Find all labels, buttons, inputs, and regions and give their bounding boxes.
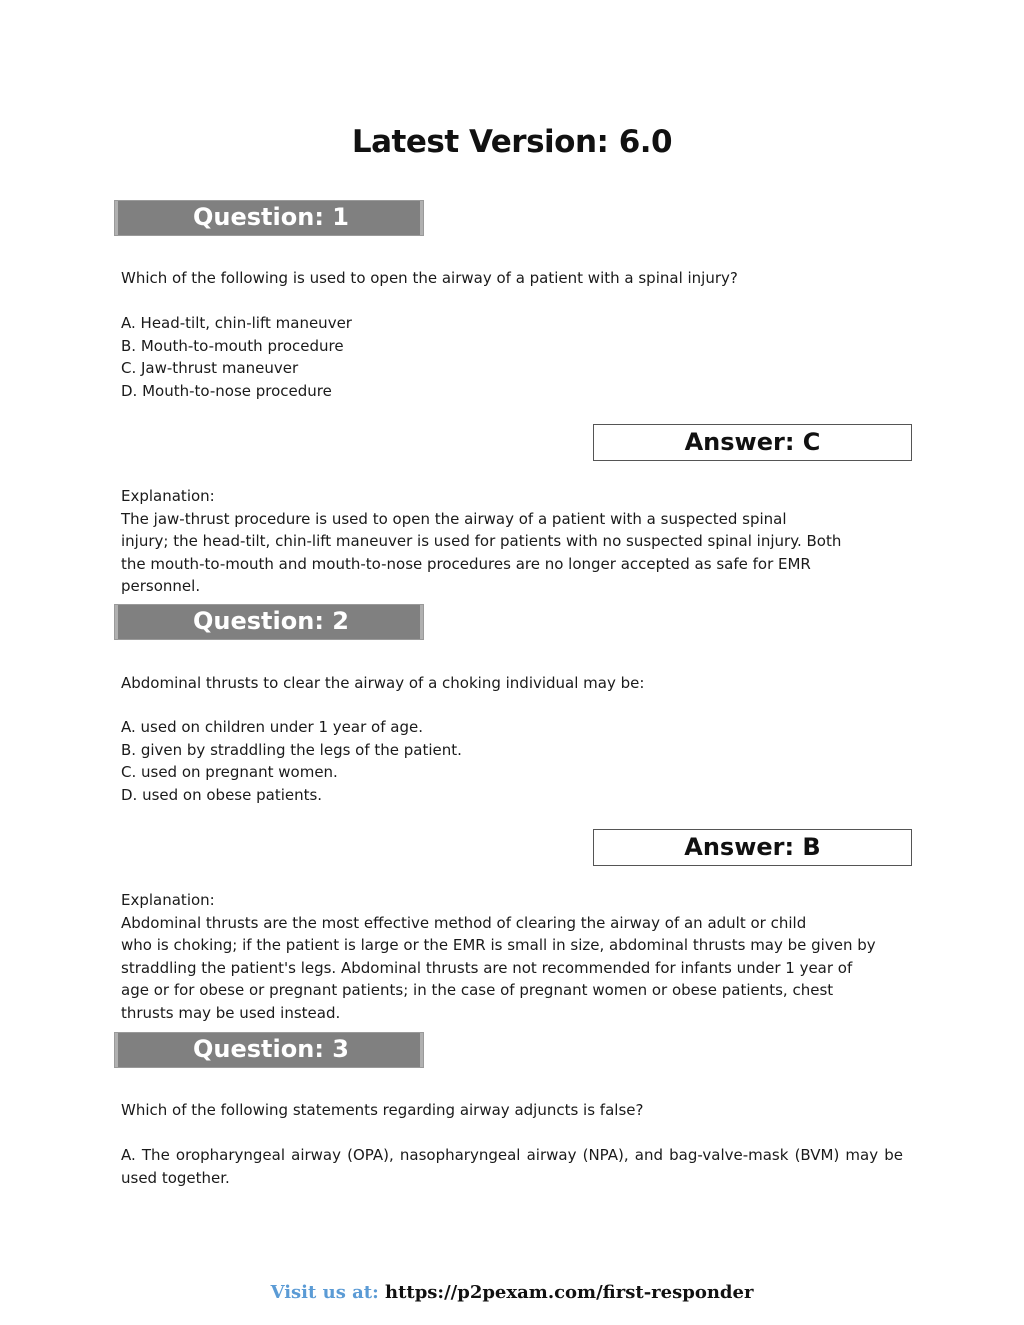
page-title: Latest Version: 6.0 (351, 124, 673, 160)
explanation (121, 889, 876, 1024)
explanation-label: Explanation: (121, 487, 215, 505)
option-a: A. The oropharyngeal airway (OPA), nasopharyngeal airway (NPA), and bag-valve-mask (BVM) may be used together. (121, 1146, 903, 1187)
options-list (121, 716, 462, 806)
explanation-line: thrusts may be used instead. (121, 1003, 341, 1022)
explanation-line: the mouth-to-mouth and mouth-to-nose procedures are no longer accepted as safe for EMR (121, 554, 811, 573)
question-header (114, 1032, 424, 1068)
explanation-line: who is choking; if the patient is large or the EMR is small in size, abdominal thrusts may be given by (121, 936, 876, 954)
answer-label: Answer: C (684, 428, 821, 456)
answer-box (593, 829, 912, 866)
option-b: B. Mouth-to-mouth procedure (121, 336, 344, 355)
explanation-line: straddling the patient's legs. Abdominal thrusts are not recommended for infants under 1 year of (121, 958, 853, 977)
explanation-line: personnel. (121, 577, 201, 595)
option-c: C. used on pregnant women. (121, 763, 338, 781)
answer-label: Answer: B (684, 833, 821, 861)
question-prompt: Abdominal thrusts to clear the airway of a choking individual may be: (121, 674, 645, 692)
explanation-line: The jaw-thrust procedure is used to open the airway of a patient with a suspected spinal (121, 509, 787, 528)
question-header (114, 200, 424, 236)
footer (0, 1282, 1024, 1303)
answer-box (593, 424, 912, 461)
question-prompt: Which of the following statements regarding airway adjuncts is false? (121, 1101, 644, 1119)
question-label: Question: 1 (193, 203, 349, 231)
option-d: D. used on obese patients. (121, 785, 323, 804)
explanation-line: injury; the head-tilt, chin-lift maneuver is used for patients with no suspected spinal injury. Both (121, 532, 842, 550)
explanation-line: age or for obese or pregnant patients; in the case of pregnant women or obese patients, chest (121, 981, 834, 999)
footer-url-link[interactable]: https://p2pexam.com/first-responder (385, 1282, 754, 1303)
option-a: A. Head-tilt, chin-lift maneuver (121, 314, 352, 332)
option-d: D. Mouth-to-nose procedure (121, 381, 332, 400)
question-label: Question: 3 (193, 1035, 349, 1063)
option-c: C. Jaw-thrust maneuver (121, 359, 299, 377)
option-a: A. used on children under 1 year of age. (121, 718, 423, 736)
footer-visit-label: Visit us at: (270, 1282, 379, 1303)
explanation (121, 485, 841, 598)
option-b: B. given by straddling the legs of the patient. (121, 740, 462, 759)
question-header (114, 604, 424, 640)
explanation-line: Abdominal thrusts are the most effective method of clearing the airway of an adult or child (121, 913, 807, 932)
question-prompt: Which of the following is used to open the airway of a patient with a spinal injury? (121, 269, 738, 287)
options-list (121, 312, 352, 402)
explanation-label: Explanation: (121, 891, 215, 909)
question-label: Question: 2 (193, 607, 349, 635)
